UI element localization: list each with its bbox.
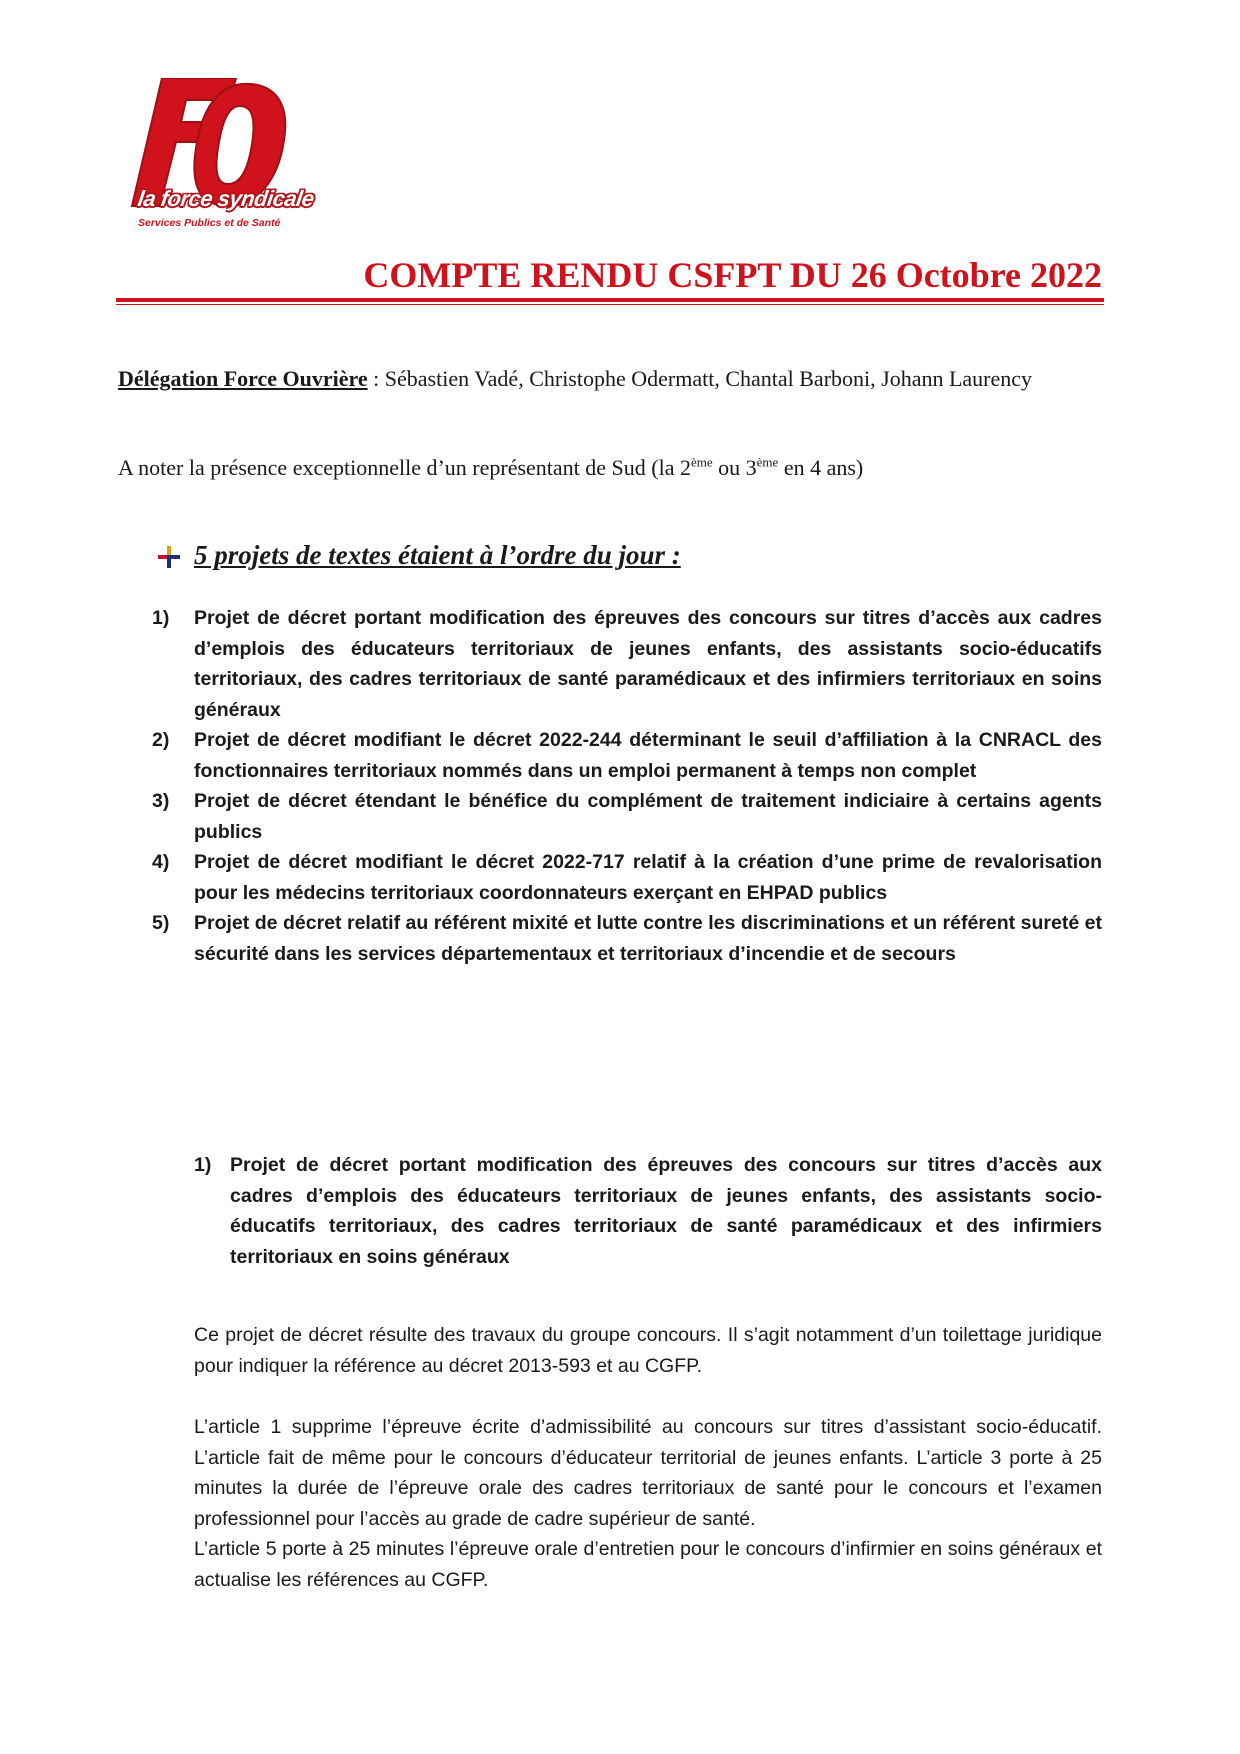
list-item: [152, 908, 1102, 969]
body-paragraph-group: [194, 1412, 1102, 1595]
section-number: 1): [194, 1154, 212, 1176]
list-item: [152, 786, 1102, 847]
delegation-separator: :: [367, 366, 385, 391]
logo-subtitle: Services Publics et de Santé: [138, 217, 281, 229]
arrow-bullet-icon: [158, 546, 180, 568]
list-item: [152, 847, 1102, 908]
agenda-title: 5 projets de textes étaient à l’ordre du jour :: [194, 540, 681, 570]
section-heading-text: Projet de décret portant modification des épreuves des concours sur titres d’accès aux cadres d’emplois des éducateurs territoriaux de jeunes enfants, des assistants socio-éducatifs territoriaux, des cadres territoriaux de santé paramédicaux et des infirmiers territoriaux en soins généraux: [230, 1154, 1102, 1268]
body-paragraph: L’article 1 supprime l’épreuve écrite d’admissibilité au concours sur titres d’assistant socio-éducatif. L’article fait de même pour le concours d’éducateur territorial de jeunes enfants. L’article 3 porte à 25 minutes la durée de l’épreuve orale des cadres territoriaux de santé pour le concours et l’examen professionnel pour l’accès au grade de cadre supérieur de santé.: [194, 1416, 1102, 1530]
item-text: Projet de décret modifiant le décret 2022-244 déterminant le seuil d’affiliation à la CNRACL des fonctionnaires territoriaux nommés dans un emploi permanent à temps non complet: [194, 729, 1102, 782]
attendance-note: [118, 453, 1100, 483]
note-superscript: ème: [756, 454, 779, 470]
agenda-heading: [158, 540, 1098, 576]
body-paragraph: Ce projet de décret résulte des travaux du groupe concours. Il s’agit notamment d’un toilettage juridique pour indiquer la référence au décret 2013-593 et au CGFP.: [194, 1324, 1102, 1377]
list-item: [152, 725, 1102, 786]
title-divider: [116, 298, 1104, 302]
delegation-paragraph: [118, 364, 1100, 394]
item-text: Projet de décret portant modification des épreuves des concours sur titres d’accès aux cadres d’emplois des éducateurs territoriaux de jeunes enfants, des assistants socio-éducatifs territoriaux, des cadres territoriaux de santé paramédicaux et des infirmiers territoriaux en soins généraux: [194, 607, 1102, 721]
delegation-label: Délégation Force Ouvrière: [118, 366, 368, 391]
note-superscript: ème: [691, 454, 713, 470]
item-text: Projet de décret modifiant le décret 2022-717 relatif à la création d’une prime de revalorisation pour les médecins territoriaux coordonnateurs exerçant en EHPAD publics: [194, 851, 1102, 904]
note-text: ou 3: [712, 455, 757, 480]
list-item: [152, 603, 1102, 725]
body-paragraph: L’article 5 porte à 25 minutes l’épreuve orale d’entretien pour le concours d’infirmier en soins généraux et actualise les références au CGFP.: [194, 1538, 1102, 1591]
item-number: 1): [152, 607, 170, 629]
title-divider-thin: [116, 304, 1104, 305]
item-text: Projet de décret relatif au référent mixité et lutte contre les discriminations et un référent sureté et sécurité dans les services départementaux et territoriaux d’incendie et de secours: [194, 912, 1102, 965]
item-number: 4): [152, 851, 170, 873]
logo-wordmark: la force syndicale: [136, 186, 316, 211]
page-title: COMPTE RENDU CSFPT DU 26 Octobre 2022: [363, 255, 1102, 295]
delegation-members: Sébastien Vadé, Christophe Odermatt, Chantal Barboni, Johann Laurency: [384, 366, 1033, 391]
item-number: 2): [152, 729, 170, 751]
note-text: A noter la présence exceptionnelle d’un représentant de Sud (la 2: [118, 455, 691, 480]
item-number: 5): [152, 912, 170, 934]
item-text: Projet de décret étendant le bénéfice du complément de traitement indiciaire à certains agents publics: [194, 790, 1102, 843]
note-text: en 4 ans): [778, 455, 864, 480]
agenda-list: [152, 603, 1102, 969]
section-heading: [190, 1150, 1102, 1272]
item-number: 3): [152, 790, 170, 812]
